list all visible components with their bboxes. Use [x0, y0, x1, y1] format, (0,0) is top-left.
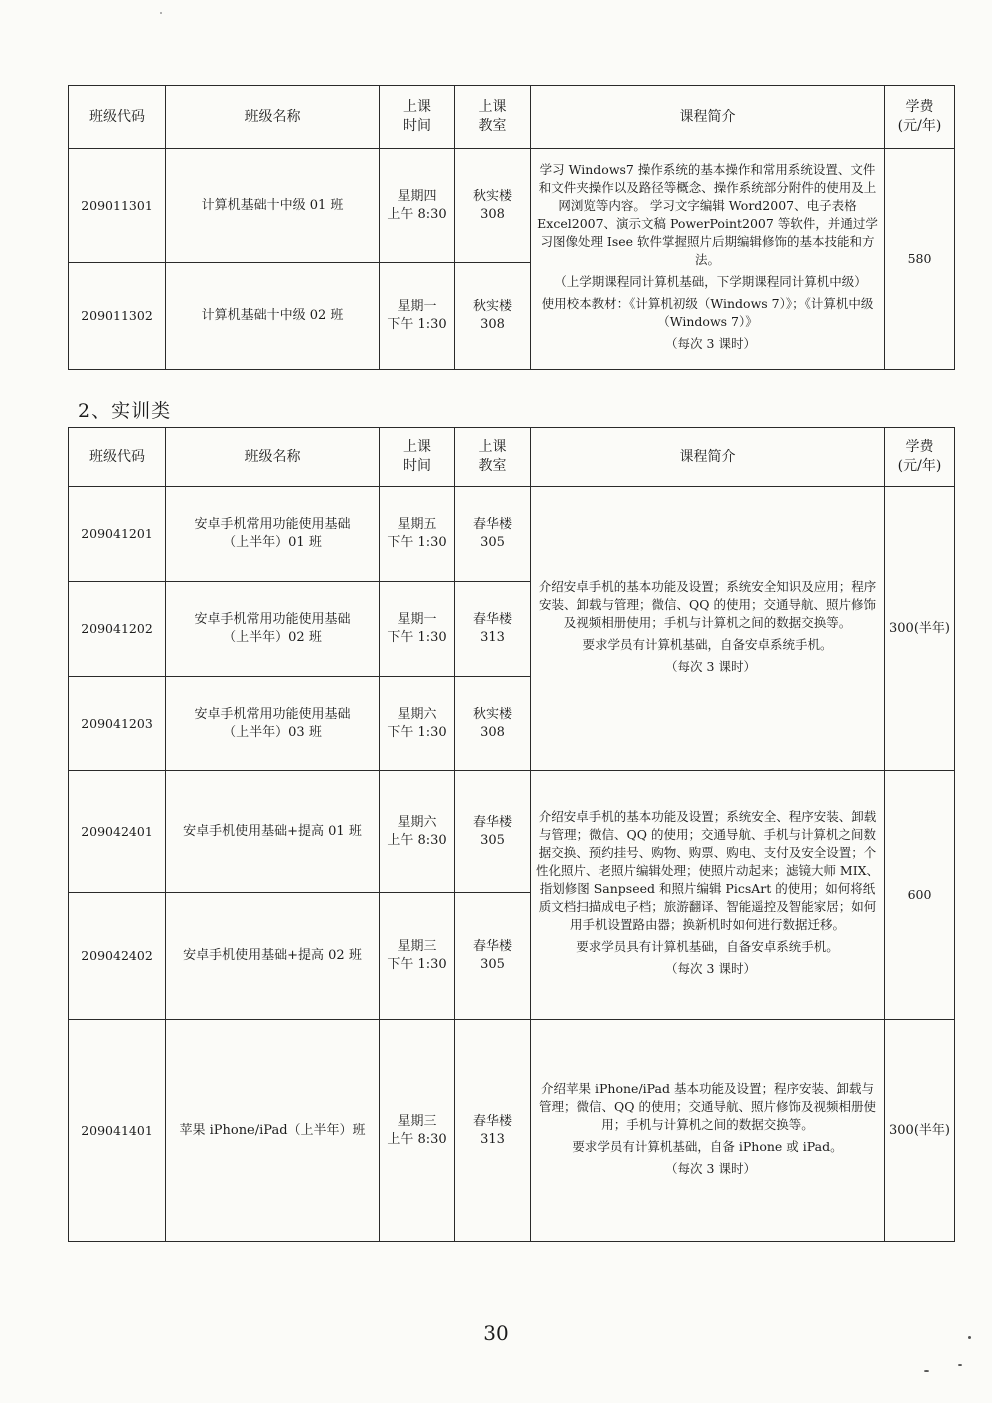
class-time: 星期一 下午 1:30: [380, 582, 455, 677]
class-name: 计算机基础十中级 01 班: [166, 149, 380, 263]
header-course-intro: 课程简介: [531, 428, 885, 487]
classroom: 春华楼 305: [455, 487, 531, 582]
classroom: 春华楼 313: [455, 582, 531, 677]
classroom: 秋实楼 308: [455, 263, 531, 370]
header-class-time: 上课 时间: [380, 86, 455, 149]
class-code: 209041401: [69, 1020, 166, 1242]
course-table-computer: [68, 85, 955, 370]
header-class-time: 上课 时间: [380, 428, 455, 487]
class-code: 209041203: [69, 677, 166, 771]
course-table-training: [68, 427, 955, 1242]
classroom: 春华楼 305: [455, 893, 531, 1020]
section-heading-training: 2、实训类: [78, 400, 172, 422]
class-name: 计算机基础十中级 02 班: [166, 263, 380, 370]
course-description: 学习 Windows7 操作系统的基本操作和常用系统设置、文件和文件夹操作以及路径等概念、操作系统部分附件的使用及上网浏览等内容。 学习文字编辑 Word2007、电子表格 Excel2007、演示文稿 PowerPoint2007 等软件，并通过学习图像处理 Isee 软件掌握照片后期编辑修饰的基本技能和方法。 （上学期课程同计算机基础，下学期课程同计算机中级） 使用校本教材：《计算机初级（Windows 7）》；《计算机中级（Windows 7）》 （每次 3 课时）: [531, 149, 885, 370]
header-tuition: 学费 (元/年): [885, 428, 955, 487]
header-classroom: 上课 教室: [455, 428, 531, 487]
course-description: 介绍安卓手机的基本功能及设置；系统安全、程序安装、卸载与管理；微信、QQ 的使用；交通导航、手机与计算机之间数据交换、预约挂号、购物、购票、购电、支付及安全设置；个性化照片、老照片编辑处理；使照片动起来；滤镜大师 MIX、指划修图 Sanpseed 和照片编辑 PicsArt 的使用；如何将纸质文档扫描成电子档；旅游翻译、智能遥控及智能家居；如何用手机设置路由器；换新机时如何进行数据迁移。 要求学员具有计算机基础，自备安卓系统手机。 （每次 3 课时）: [531, 771, 885, 1020]
class-name: 安卓手机使用基础+提高 02 班: [166, 893, 380, 1020]
class-time: 星期三 下午 1:30: [380, 893, 455, 1020]
class-code: 209042402: [69, 893, 166, 1020]
course-description: 介绍苹果 iPhone/iPad 基本功能及设置；程序安装、卸载与管理；微信、QQ 的使用；交通导航、照片修饰及视频相册使用；手机与计算机之间的数据交换等。 要求学员有计算机基础，自备 iPhone 或 iPad。 （每次 3 课时）: [531, 1020, 885, 1242]
tuition-fee: 600: [885, 771, 955, 1020]
table-row: [69, 487, 955, 582]
class-code: 209011302: [69, 263, 166, 370]
header-class-code: 班级代码: [69, 428, 166, 487]
page-number: 30: [483, 1321, 509, 1345]
class-name: 苹果 iPhone/iPad（上半年）班: [166, 1020, 380, 1242]
table-row: [69, 149, 955, 263]
table-row: [69, 1020, 955, 1242]
header-course-intro: 课程简介: [531, 86, 885, 149]
class-time: 星期四 上午 8:30: [380, 149, 455, 263]
class-name: 安卓手机使用基础+提高 01 班: [166, 771, 380, 893]
class-time: 星期六 下午 1:30: [380, 677, 455, 771]
class-time: 星期三 上午 8:30: [380, 1020, 455, 1242]
class-code: 209042401: [69, 771, 166, 893]
header-classroom: 上课 教室: [455, 86, 531, 149]
header-tuition: 学费 (元/年): [885, 86, 955, 149]
class-name: 安卓手机常用功能使用基础 （上半年）01 班: [166, 487, 380, 582]
table-row: [69, 771, 955, 893]
scan-speck: [924, 1370, 929, 1372]
classroom: 秋实楼 308: [455, 149, 531, 263]
classroom: 秋实楼 308: [455, 677, 531, 771]
header-class-name: 班级名称: [166, 428, 380, 487]
class-time: 星期五 下午 1:30: [380, 487, 455, 582]
scan-speck: [160, 12, 162, 14]
class-code: 209041202: [69, 582, 166, 677]
class-code: 209041201: [69, 487, 166, 582]
header-class-code: 班级代码: [69, 86, 166, 149]
table-header-row: [69, 428, 955, 487]
tuition-fee: 300(半年): [885, 487, 955, 771]
course-description: 介绍安卓手机的基本功能及设置；系统安全知识及应用；程序安装、卸载与管理；微信、QQ 的使用；交通导航、照片修饰及视频相册使用；手机与计算机之间的数据交换等。 要求学员有计算机基础，自备安卓系统手机。 （每次 3 课时）: [531, 487, 885, 771]
class-code: 209011301: [69, 149, 166, 263]
class-time: 星期六 上午 8:30: [380, 771, 455, 893]
scan-speck: [958, 1364, 962, 1366]
classroom: 春华楼 313: [455, 1020, 531, 1242]
class-time: 星期一 下午 1:30: [380, 263, 455, 370]
tuition-fee: 300(半年): [885, 1020, 955, 1242]
classroom: 春华楼 305: [455, 771, 531, 893]
scan-speck: [968, 1336, 971, 1339]
tuition-fee: 580: [885, 149, 955, 370]
header-class-name: 班级名称: [166, 86, 380, 149]
class-name: 安卓手机常用功能使用基础 （上半年）02 班: [166, 582, 380, 677]
table-header-row: [69, 86, 955, 149]
class-name: 安卓手机常用功能使用基础 （上半年）03 班: [166, 677, 380, 771]
